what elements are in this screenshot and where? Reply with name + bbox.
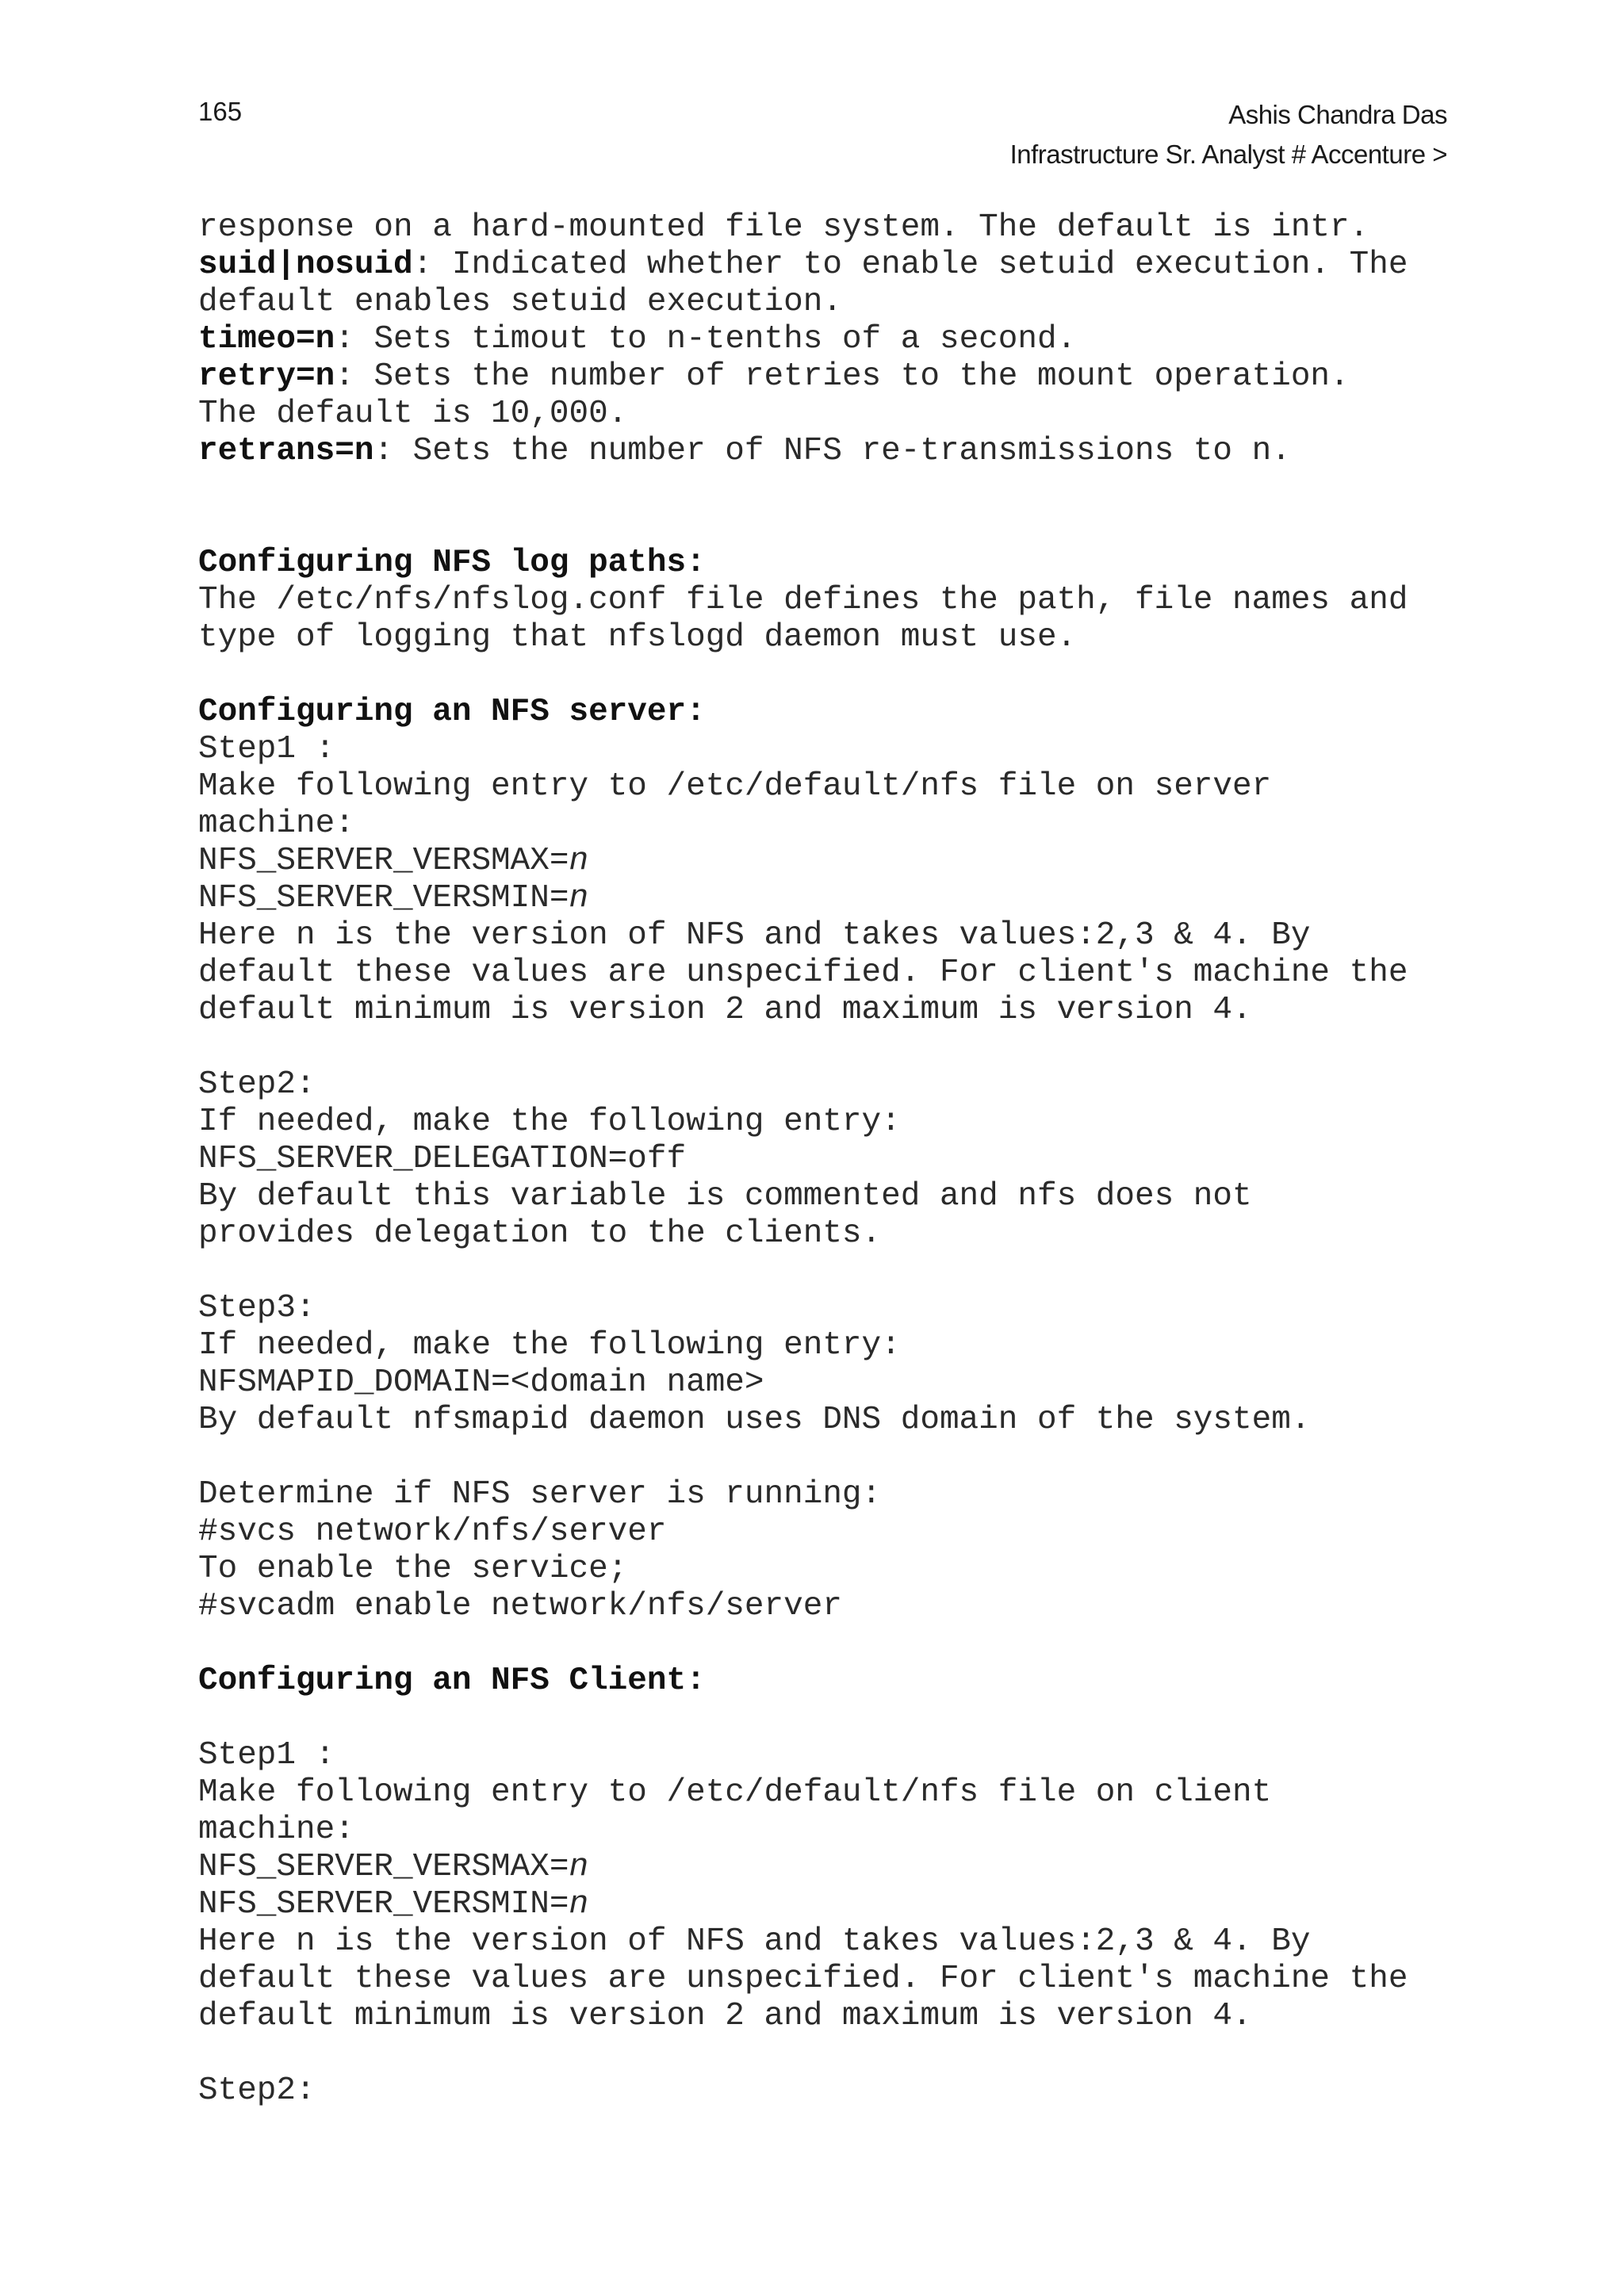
body-line: If needed, make the following entry: [198, 1104, 901, 1140]
config-line [198, 1849, 1467, 1886]
option-term: suid|nosuid [198, 247, 413, 283]
config-value: n [569, 880, 589, 916]
body-line: default these values are unspecified. For client's machine the [198, 955, 1408, 991]
config-line: NFS_SERVER_DELEGATION=off [198, 1141, 687, 1177]
option-term: retrans=n [198, 433, 374, 469]
option-suid [198, 247, 1467, 284]
config-line [198, 843, 1467, 880]
option-desc: : Sets the number of retries to the mount operation. [335, 358, 1350, 395]
config-value: n [569, 1886, 589, 1923]
step-label: Step1 : [198, 1737, 335, 1774]
section-heading-nfs-client: Configuring an NFS Client: [198, 1663, 706, 1699]
config-key: NFS_SERVER_VERSMAX= [198, 1849, 569, 1885]
option-desc: : Sets timout to n-tenths of a second. [335, 321, 1077, 358]
body-line: provides delegation to the clients. [198, 1215, 882, 1252]
body-line: default these values are unspecified. For client's machine the [198, 1961, 1408, 1997]
body-line: The default is 10,000. [198, 396, 628, 432]
body-line: response on a hard-mounted file system. The default is intr. [198, 209, 1369, 246]
body-line: By default nfsmapid daemon uses DNS domain of the system. [198, 1402, 1311, 1438]
page-header [1010, 95, 1447, 174]
page-number: 165 [198, 97, 243, 126]
body-line: The /etc/nfs/nfslog.conf file defines the path, file names and [198, 582, 1408, 618]
option-desc: : Sets the number of NFS re-transmissions to n. [373, 433, 1291, 469]
option-term: timeo=n [198, 321, 335, 358]
step-label: Step2: [198, 2072, 316, 2109]
section-heading-nfs-server: Configuring an NFS server: [198, 694, 706, 730]
option-term: retry=n [198, 358, 335, 395]
author-role: Infrastructure Sr. Analyst # Accenture > [1009, 140, 1447, 169]
document-body [198, 209, 1467, 2110]
body-line: machine: [198, 806, 354, 842]
body-line: default minimum is version 2 and maximum is version 4. [198, 992, 1252, 1028]
body-line: Make following entry to /etc/default/nfs file on client [198, 1774, 1272, 1811]
body-line: Here n is the version of NFS and takes values:2,3 & 4. By [198, 917, 1311, 954]
body-line: default enables setuid execution. [198, 284, 842, 320]
config-key: NFS_SERVER_VERSMIN= [198, 1886, 569, 1923]
config-value: n [569, 843, 589, 879]
config-key: NFS_SERVER_VERSMIN= [198, 880, 569, 916]
option-desc: : Indicated whether to enable setuid execution. The [412, 247, 1408, 283]
config-line [198, 880, 1467, 917]
step-label: Step1 : [198, 731, 335, 767]
command-line: #svcs network/nfs/server [198, 1513, 667, 1550]
step-label: Step2: [198, 1066, 316, 1103]
body-line: type of logging that nfslogd daemon must use. [198, 619, 1077, 656]
section-heading-log-paths: Configuring NFS log paths: [198, 545, 706, 581]
option-timeo [198, 321, 1467, 358]
config-line: NFSMAPID_DOMAIN=<domain name> [198, 1364, 764, 1401]
body-line: To enable the service; [198, 1551, 628, 1587]
command-line: #svcadm enable network/nfs/server [198, 1588, 842, 1624]
config-key: NFS_SERVER_VERSMAX= [198, 843, 569, 879]
body-line: Here n is the version of NFS and takes values:2,3 & 4. By [198, 1923, 1311, 1960]
body-line: default minimum is version 2 and maximum is version 4. [198, 1998, 1252, 2034]
option-retry [198, 358, 1467, 396]
step-label: Step3: [198, 1290, 316, 1326]
body-line: If needed, make the following entry: [198, 1327, 901, 1364]
body-line: Make following entry to /etc/default/nfs file on server [198, 768, 1272, 805]
body-line: By default this variable is commented and nfs does not [198, 1178, 1252, 1215]
body-line: Determine if NFS server is running: [198, 1476, 882, 1513]
author-name: Ashis Chandra Das [1228, 100, 1447, 129]
config-line [198, 1886, 1467, 1923]
config-value: n [569, 1849, 589, 1885]
body-line: machine: [198, 1812, 354, 1848]
option-retrans [198, 433, 1467, 470]
